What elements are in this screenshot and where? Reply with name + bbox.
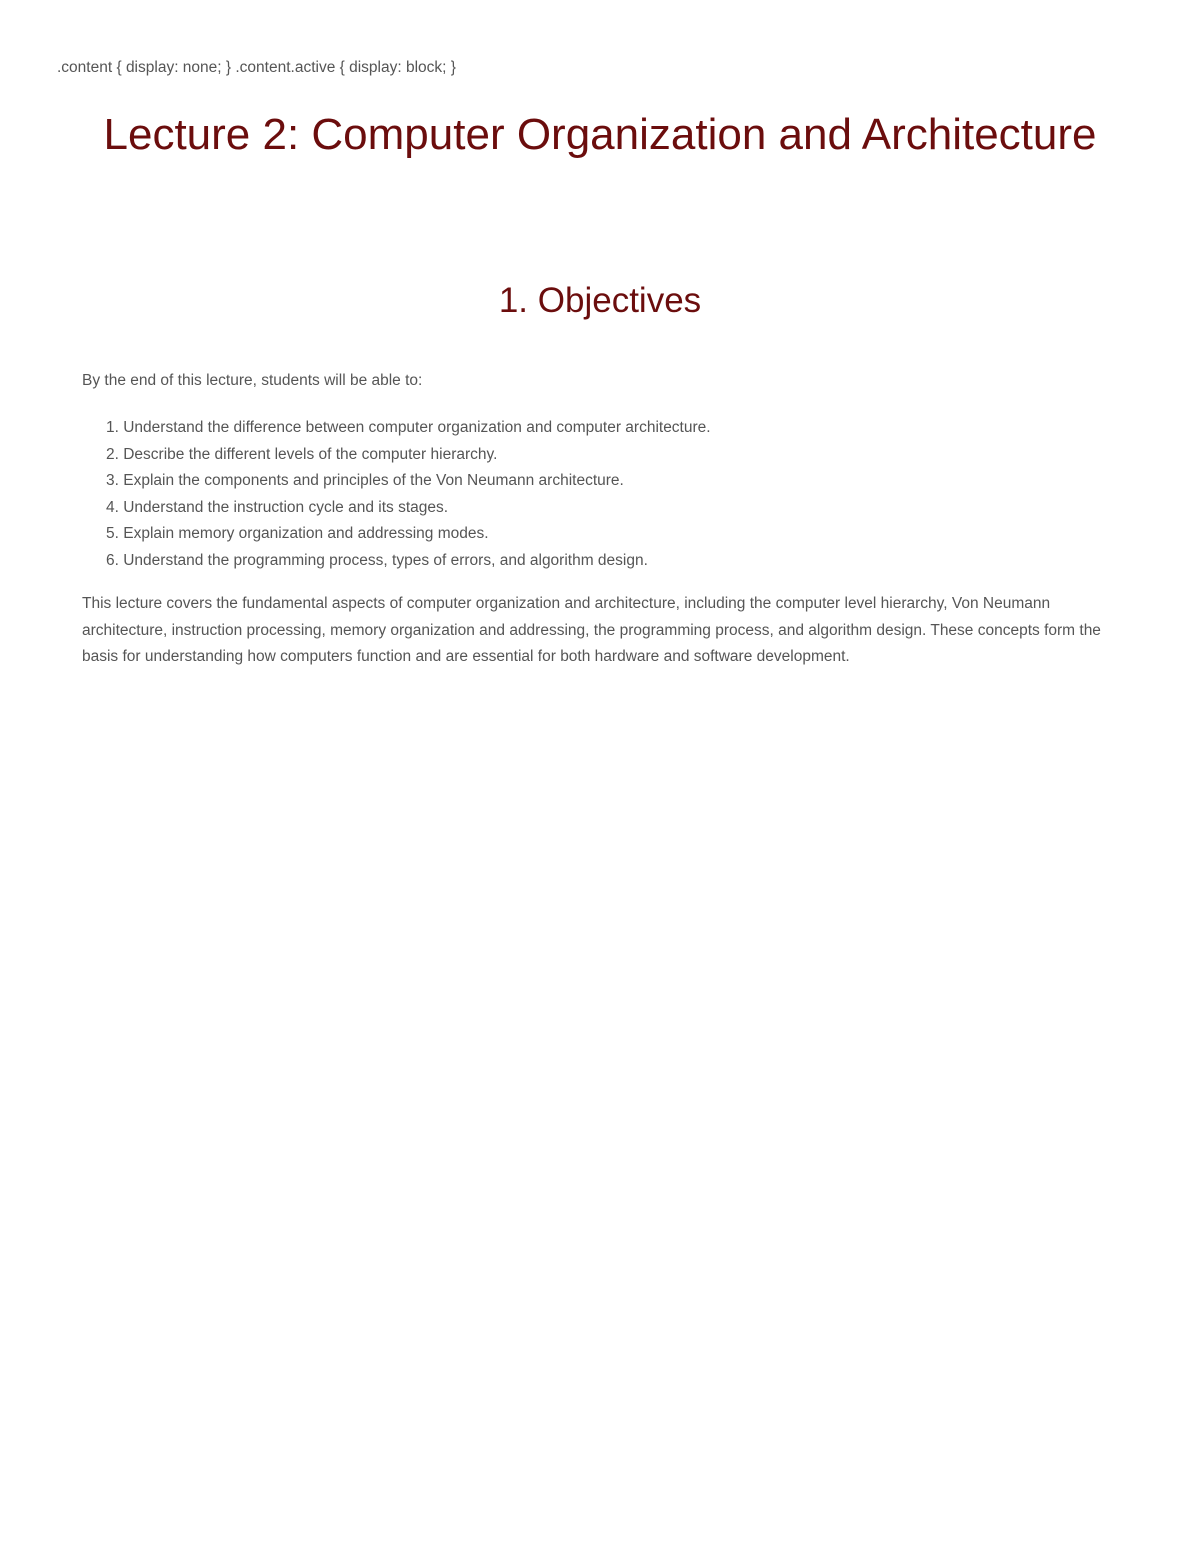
section-heading-objectives: 1. Objectives: [498, 281, 702, 320]
lecture-summary: This lecture covers the fundamental aspects of computer organization and architecture, including the computer level hierarchy, Von Neumann architecture, instruction processing, memory organization and addressing, the programming process, and algorithm design. These concepts form the basis for understanding how computers function and are essential for both hardware and software development.: [82, 595, 1101, 665]
stray-css-text: .content { display: none; } .content.active { display: block; }: [57, 59, 456, 76]
objective-item: 4. Understand the instruction cycle and its stages.: [106, 498, 449, 516]
objective-item: 3. Explain the components and principles of the Von Neumann architecture.: [106, 472, 624, 490]
objective-item: 1. Understand the difference between computer organization and computer architecture.: [106, 419, 711, 436]
objective-item: 5. Explain memory organization and addressing modes.: [106, 525, 489, 543]
objectives-list: [106, 415, 711, 575]
objective-item: 2. Describe the different levels of the computer hierarchy.: [106, 445, 498, 463]
objective-item: 6. Understand the programming process, types of errors, and algorithm design.: [106, 551, 648, 569]
objectives-intro: By the end of this lecture, students will be able to:: [82, 372, 423, 389]
page-title: Lecture 2: Computer Organization and Architecture: [103, 110, 1097, 159]
